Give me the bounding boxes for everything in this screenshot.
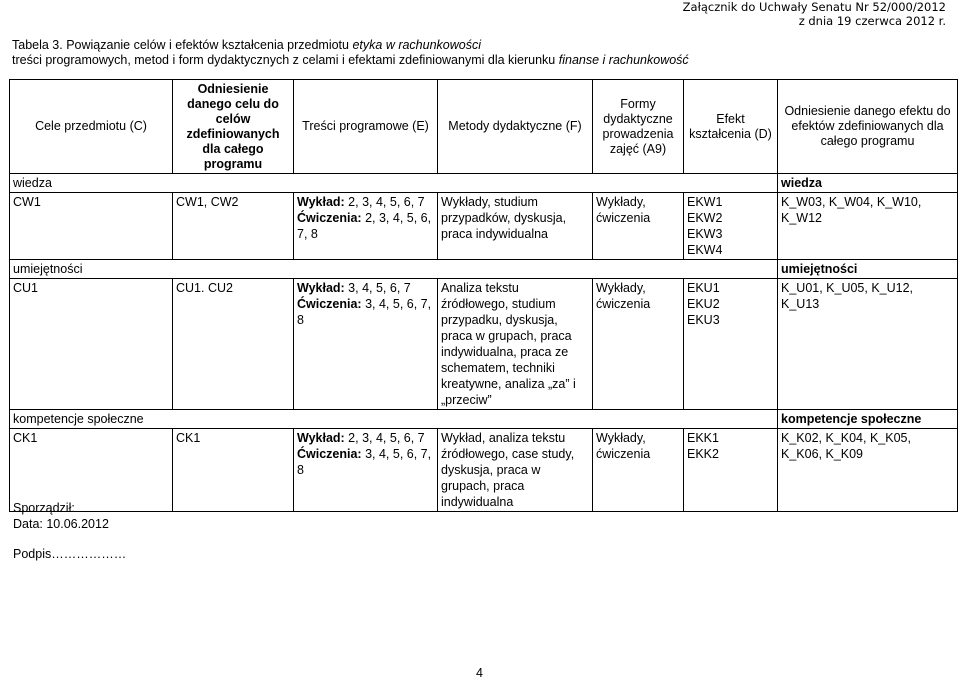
section-row [10, 260, 958, 279]
effect-code: EKK2 [687, 447, 719, 461]
prepared-date: Data: 10.06.2012 [13, 517, 109, 531]
header-forms: Formy dydaktyczne prowadzenia zajęć (A9) [593, 80, 684, 174]
section-label: kompetencje społeczne [10, 410, 778, 429]
table-row [10, 429, 958, 512]
goal-cell: CW1 [10, 193, 173, 260]
methods-cell: Wykłady, studium przypadków, dyskusja, praca indywidualna [438, 193, 593, 260]
effect-code: EKW2 [687, 211, 723, 225]
effects-cell [684, 193, 778, 260]
caption-prefix: Tabela 3. Powiązanie celów i efektów kształcenia przedmiotu [12, 38, 353, 52]
caption-subject: etyka w rachunkowości [352, 38, 481, 52]
content-cell [294, 279, 438, 410]
effect-code: EKW4 [687, 243, 723, 257]
effects-cell [684, 279, 778, 410]
content-cell [294, 193, 438, 260]
goal-cell: CU1 [10, 279, 173, 410]
exercise-value: 3, 4, 5, 6, 7, 8 [297, 297, 432, 327]
signature-line: Podpis……………… [13, 547, 127, 561]
effect-code: EKU3 [687, 313, 720, 327]
exercise-label: Ćwiczenia: [297, 297, 362, 311]
annex-line-1: Załącznik do Uchwały Senatu Nr 52/000/2012 [682, 0, 946, 14]
lecture-label: Wykład: [297, 195, 345, 209]
forms-cell: Wykłady, ćwiczenia [593, 193, 684, 260]
section-label-right: umiejętności [778, 260, 958, 279]
goals-effects-table [9, 79, 958, 512]
forms-cell: Wykłady, ćwiczenia [593, 279, 684, 410]
exercise-value: 2, 3, 4, 5, 6, 7, 8 [297, 211, 432, 241]
effect-ref-cell: K_K02, K_K04, K_K05, K_K06, K_K09 [778, 429, 958, 512]
exercise-label: Ćwiczenia: [297, 447, 362, 461]
lecture-label: Wykład: [297, 431, 345, 445]
lecture-value: 3, 4, 5, 6, 7 [344, 281, 411, 295]
header-goals: Cele przedmiotu (C) [10, 80, 173, 174]
header-goals-ref: Odniesienie danego celu do celów zdefiniowanych dla całego programu [173, 80, 294, 174]
methods-cell: Wykład, analiza tekstu źródłowego, case study, dyskusja, praca w grupach, praca indywidualna [438, 429, 593, 512]
effect-code: EKU1 [687, 281, 720, 295]
effect-code: EKW3 [687, 227, 723, 241]
header-content: Treści programowe (E) [294, 80, 438, 174]
methods-cell: Analiza tekstu źródłowego, studium przypadku, dyskusja, praca w grupach, praca indywidualna, praca ze schematem, techniki kreatywne, analiza „za” i „przeciw” [438, 279, 593, 410]
goal-ref-cell: CK1 [173, 429, 294, 512]
effect-code: EKU2 [687, 297, 720, 311]
lecture-value: 2, 3, 4, 5, 6, 7 [344, 431, 425, 445]
lecture-label: Wykład: [297, 281, 345, 295]
content-cell [294, 429, 438, 512]
section-row [10, 410, 958, 429]
effect-ref-cell: K_W03, K_W04, K_W10, K_W12 [778, 193, 958, 260]
section-label: umiejętności [10, 260, 778, 279]
lecture-value: 2, 3, 4, 5, 6, 7 [344, 195, 425, 209]
header-effect: Efekt kształcenia (D) [684, 80, 778, 174]
table-row [10, 279, 958, 410]
effect-ref-cell: K_U01, K_U05, K_U12, K_U13 [778, 279, 958, 410]
forms-cell: Wykłady, ćwiczenia [593, 429, 684, 512]
table-caption [12, 38, 952, 68]
goal-ref-cell: CU1. CU2 [173, 279, 294, 410]
section-row [10, 174, 958, 193]
annex-line-2: z dnia 19 czerwca 2012 r. [798, 14, 946, 28]
exercise-value: 3, 4, 5, 6, 7, 8 [297, 447, 432, 477]
header-effect-ref: Odniesienie danego efektu do efektów zdefiniowanych dla całego programu [778, 80, 958, 174]
header-methods: Metody dydaktyczne (F) [438, 80, 593, 174]
goal-cell: CK1 [10, 429, 173, 512]
caption-field: finanse i rachunkowość [558, 53, 689, 67]
caption-middle: treści programowych, metod i form dydaktycznych z celami i efektami zdefiniowanymi dla kierunku [12, 53, 559, 67]
goal-ref-cell: CW1, CW2 [173, 193, 294, 260]
section-label-right: kompetencje społeczne [778, 410, 958, 429]
exercise-label: Ćwiczenia: [297, 211, 362, 225]
section-label-right: wiedza [778, 174, 958, 193]
section-label: wiedza [10, 174, 778, 193]
annex-note [683, 0, 946, 28]
table-row [10, 193, 958, 260]
header-row [10, 80, 958, 174]
prepared-by: Sporządził: [13, 501, 75, 515]
effect-code: EKK1 [687, 431, 719, 445]
effect-code: EKW1 [687, 195, 723, 209]
effects-cell [684, 429, 778, 512]
page-number: 4 [476, 666, 483, 680]
